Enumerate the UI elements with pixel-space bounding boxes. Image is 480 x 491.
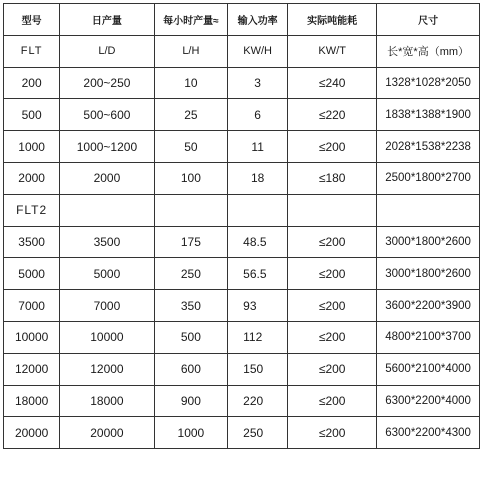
cell-hourly-output: 100 [154,162,228,194]
table-row [4,417,480,449]
cell-dimensions: 5600*2100*4000 [377,353,480,385]
units-row [4,35,480,67]
table-row [4,385,480,417]
cell-daily-output: 12000 [60,353,154,385]
cell-daily-output: 20000 [60,417,154,449]
table-row [4,258,480,290]
cell-hourly-output: 175 [154,226,228,258]
table-row [4,99,480,131]
cell-dimensions: 1838*1388*1900 [377,99,480,131]
cell-daily-output: 7000 [60,290,154,322]
cell-energy-per-ton: ≤200 [288,131,377,163]
table-row [4,162,480,194]
units-cell-hourly: L/H [154,35,228,67]
units-cell-power: KW/H [228,35,288,67]
cell-input-power: 3 [228,67,288,99]
cell-energy-per-ton: ≤200 [288,385,377,417]
spec-table [3,3,480,449]
cell-hourly-output: 350 [154,290,228,322]
cell-hourly-output: 50 [154,131,228,163]
cell-daily-output: 3500 [60,226,154,258]
cell-dimensions: 1328*1028*2050 [377,67,480,99]
cell-energy-per-ton: ≤220 [288,99,377,131]
cell-input-power: 220 [228,385,288,417]
cell-dimensions: 3000*1800*2600 [377,226,480,258]
cell-hourly-output: 250 [154,258,228,290]
cell-daily-output: 5000 [60,258,154,290]
table-row [4,290,480,322]
cell-input-power: 93 [228,290,288,322]
cell-model: 10000 [4,321,60,353]
cell-hourly-output: 10 [154,67,228,99]
cell-hourly-output: 500 [154,321,228,353]
header-cell-energy-per-ton: 实际吨能耗 [288,4,377,36]
table-row [4,131,480,163]
empty-cell [288,194,377,226]
units-cell-daily: L/D [60,35,154,67]
cell-hourly-output: 25 [154,99,228,131]
cell-model: 1000 [4,131,60,163]
cell-energy-per-ton: ≤180 [288,162,377,194]
cell-dimensions: 6300*2200*4000 [377,385,480,417]
cell-input-power: 48.5 [228,226,288,258]
cell-daily-output: 200~250 [60,67,154,99]
cell-model: 7000 [4,290,60,322]
cell-dimensions: 2500*1800*2700 [377,162,480,194]
cell-input-power: 18 [228,162,288,194]
cell-energy-per-ton: ≤200 [288,258,377,290]
cell-hourly-output: 1000 [154,417,228,449]
cell-hourly-output: 900 [154,385,228,417]
cell-energy-per-ton: ≤200 [288,290,377,322]
cell-daily-output: 10000 [60,321,154,353]
cell-daily-output: 2000 [60,162,154,194]
cell-model: 20000 [4,417,60,449]
cell-model: 200 [4,67,60,99]
cell-daily-output: 18000 [60,385,154,417]
header-cell-input-power: 输入功率 [228,4,288,36]
cell-dimensions: 3600*2200*3900 [377,290,480,322]
cell-model: 500 [4,99,60,131]
empty-cell [377,194,480,226]
header-row [4,4,480,36]
empty-cell [228,194,288,226]
cell-dimensions: 6300*2200*4300 [377,417,480,449]
header-cell-dimensions: 尺寸 [377,4,480,36]
cell-energy-per-ton: ≤200 [288,353,377,385]
cell-daily-output: 500~600 [60,99,154,131]
cell-input-power: 56.5 [228,258,288,290]
empty-cell [60,194,154,226]
cell-energy-per-ton: ≤200 [288,321,377,353]
cell-model: 3500 [4,226,60,258]
section-row-flt2 [4,194,480,226]
table-row [4,67,480,99]
table-row [4,353,480,385]
cell-model: 12000 [4,353,60,385]
cell-dimensions: 3000*1800*2600 [377,258,480,290]
units-cell-energy: KW/T [288,35,377,67]
cell-dimensions: 4800*2100*3700 [377,321,480,353]
cell-input-power: 250 [228,417,288,449]
spec-table-container [3,3,480,449]
cell-model: 18000 [4,385,60,417]
units-cell-series: FLT [4,35,60,67]
cell-input-power: 11 [228,131,288,163]
header-cell-model: 型号 [4,4,60,36]
header-cell-daily-output: 日产量 [60,4,154,36]
cell-model: 2000 [4,162,60,194]
cell-energy-per-ton: ≤200 [288,226,377,258]
cell-input-power: 150 [228,353,288,385]
cell-hourly-output: 600 [154,353,228,385]
cell-input-power: 6 [228,99,288,131]
section-label: FLT2 [4,194,60,226]
cell-energy-per-ton: ≤200 [288,417,377,449]
cell-dimensions: 2028*1538*2238 [377,131,480,163]
table-row [4,226,480,258]
cell-input-power: 112 [228,321,288,353]
cell-model: 5000 [4,258,60,290]
units-cell-dimensions: 长*宽*高（mm） [377,35,480,67]
cell-daily-output: 1000~1200 [60,131,154,163]
cell-energy-per-ton: ≤240 [288,67,377,99]
table-row [4,321,480,353]
header-cell-hourly-output: 每小时产量≈ [154,4,228,36]
empty-cell [154,194,228,226]
